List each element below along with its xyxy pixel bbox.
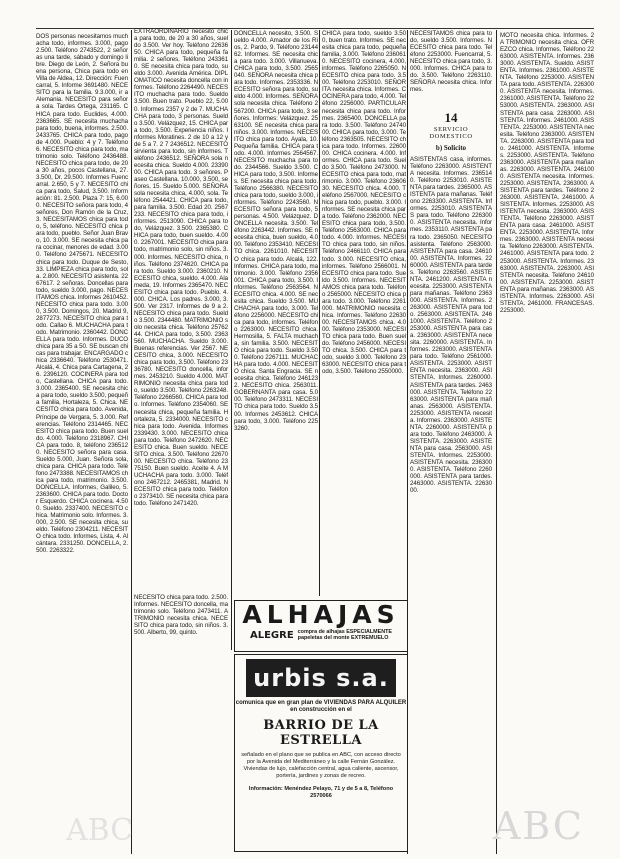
ad-brand: ALEGRE (249, 629, 294, 641)
classified-column-4: CHICA para todo, sueldo 3.500, buen trato. Informes. SE necesita chica para todo, pequeña familia, 3.000. Teléfono 2360610. NECESITO cocinera, 4.000, informes. Teléfono 2265050. NECESITO chica para todo. 3.500. Teléfono 2253010. SEÑORITA necesita chica. Informes. COCINERA para todo, 4.000. Teléfono 2256000. PARTICULAR necesita chica para todo. Informes. 2365400. DONCELLA para todo. 3.500. Teléfono 2474000. CHICA para todo, 3.000. Teléfono 2363505. NECESITO chica para todo. Informes. 2260000. CHICA cocinera. 4.000. Informes. CHICA para todo. Sueldo 3.500. Teléfono 2473000. NECESITO chica para todo, matrimonio. 3.000. Teléfono 2360630. NECESITO chica. 4.000. Teléfono 2567000. NECESITO chica para todo, pueblo. 3.000. Informes. SE necesita chica para todo. Teléfono 2362000. NECESITO chica para todo, 3.500. Teléfono 2563000. CHICA para todo. 4.000. Informes. NECESITO chica para todo, sin niños. Teléfono 2466110. CHICA para todo. 3.000. NECESITO chica, informes. Teléfono 2566001. NECESITO chica para todo. Sueldo 3.500. Informes. NECESITAMOS chica para todo. Teléfono 2565000. NECESITO chica para todo. 3.000. Teléfono 2261000. MATRIMONIO necesita chica. Informes. Teléfono 2263000. NECESITAMOS chica. 4.000. Teléfono 2353000. NECESITO chica para todo. Buen sueldo. Teléfono 2456000. NECESITO chica. 3.500. CHICA para todo, sueldo 3.000. Teléfono 2363000. NECESITO chica para todo, 3.500. Teléfono 2550000. (322, 30, 406, 376)
urbis-text: señalado en el plano que se publica en ABC, con acceso directo por la Avenida del Mediterráneo y la calle Fernán González. Viviendas de lujo, calefacción central, agua caliente, ascensor, portería, jardines y zonas de recreo. (241, 752, 401, 779)
urbis-advertisement (234, 654, 408, 852)
ad-line2: papeletas del monte EXTREMUELO (297, 635, 389, 641)
classified-column-3: DONCELLA necesito, 3.500. Sueldo 4.000. Amador de los Ríos, 2. Pardo, 9. Teléfono 2314462. Informes. SE necesita chica para todo. 3.000. Villanueva. CHICA para todo, 3.500. 2565040. SEÑORA necesita chica para todo. Informes. 2353336. NECESITO señora para todo, sueldo 4.000. Informes. SEÑORA sola necesita chica. Teléfono 2567200. CHICA para todo, 3 señores. Informes: Velázquez. 2563100. SE necesita chica para niños. 3.000. Informes. NECESITO chica para todo. Ayala, 10. Pequeña familia. CHICA para todo. 4.000. Informes 2564567. NECESITO muchacha para todo. 2344566. Sueldo 3.500. CHICA para todo, 3.500. Informes. SE necesita chica para todo. Teléfono 2566380. NECESITO chica para todo, sueldo 3.000, informes. Teléfono 2243560. NECESITO señora para todo, 5 personas. 4.500. Velázquez. DONCELLA necesita. 3.500. Teléfono 2263442. Informes. SE necesita chica, buen sueldo, 4.000. Teléfono 2353410. NECESITO chica. 2261010. NECESITO chica para todo. Alcalá, 122. Informes. CHICA para todo, matrimonio. 3.000. Teléfono 2356001. CHICA para todo, 3.500. Informes. Teléfono 2563564. NECESITO chica. 4.000. SE necesita chica. Sueldo 3.500. MUCHACHA para todo, 3.000. Teléfono 2256000. NECESITO chica para todo, informes. Teléfono 2263000. NECESITO chica. Hermosilla, 5. FALTA muchacha, sin familia. 3.500. NECESITO chica para todo. Sueldo 3.500. Teléfono 2267111. MUCHACHA para todo. 4.000. NECESITO chica. Santa Engracia. SE necesita chica. Teléfono 2461232. NECESITO chica. 2563011. GOBERNANTA para casa. 5.000. Teléfono 2473311. NECESITO chica para todo. Sueldo 3.500. Informes 2453612. CHICA para todo, 3.000. Teléfono 2253260. (234, 30, 318, 432)
urbis-footer: Información: Menéndez Pelayo, 71 y de 5 a 8, Teléfono 2570066 (248, 786, 394, 799)
watermark-right: ABC (492, 804, 584, 848)
urbis-line1: comunica que en gran plan de VIVIENDAS PARA ALQUILER (235, 700, 407, 706)
classified-column-5: ASISTENTAS casa, informes. Teléfono 2263000. ASISTENTA necesita. Informes. 2365140. Teléfono 2253010. ASISTENTA para tardes. 2365000. ASISTENTA para mañanas. Teléfono 2263300. ASISTENTA. Informes. 2253010. ASISTENTAS para todo. Teléfono 2263000. ASISTENTA necesita. Informes. 2353110. ASISTENTA para todo. 2365050. NECESITO asistenta. Teléfono 2563000. ASISTENTA para casa. 2461000. ASISTENTA. Informes. 2260000. ASISTENTA para tardes. Teléfono 2263560. ASISTENTA. 2461200. ASISTENTA necesita. 2253000. ASISTENTA para mañanas. Teléfono 2363000. ASISTENTA. Informes. 2263000. ASISTENTA para todo. 2563000. ASISTENTA. 2461000. ASISTENTA. Teléfono 2253000. ASISTENTA para casa. 2363000. ASISTENTA necesita. 2260000. ASISTENTA. Informes. 2263000. ASISTENTA para todo. Teléfono 2561000. ASISTENTA. 2253000. ASISTENTA necesita. 2363000. ASISTENTA. Informes. 2260000. ASISTENTA para tardes. 2463000. ASISTENTA. Teléfono 2263000. ASISTENTA para mañanas. 2563000. ASISTENTA. 2253000. ASISTENTA necesita. Informes. 2363000. ASISTENTA. 2260000. ASISTENTA para todo. Teléfono 2463000. ASISTENTA. 2263000. ASISTENTA para casa. 2563000. ASISTENTA. Informes. 2253000. ASISTENTA necesita. 2363000. ASISTENTA. Teléfono 2260000. ASISTENTA para tardes. 2463000. ASISTENTA. 2263000. (410, 156, 492, 495)
newspaper-page (6, 4, 614, 854)
classified-column-6: MOTO necesita chica. Informes. 2A TRIMONIO necesita chica. OFREZCO chica. Informes. Teléfono 2263000. ASISTENTA. Informes. 2363000. ASISTENTA. Sueldo. ASISTENTA. Informes. 2361000. ASISTENTA. Teléfono 2253000. ASISTENTA para todo. ASISTENTA. 2263000. ASISTENTA necesita. Informes. 2361000. ASISTENTA. Teléfono 2253000. ASISTENTA. 2363000. ASISTENTA para casa. 2263000. ASISTENTA. Informes. 2461000. ASISTENTA. 2253000. ASISTENTA necesita. Teléfono 2363000. ASISTENTA. 2263000. ASISTENTA para todo. 2461000. ASISTENTA. Informes. 2253000. ASISTENTA. Teléfono 2363000. ASISTENTA para mañanas. 2263000. ASISTENTA. 2461000. ASISTENTA necesita. Informes. 2253000. ASISTENTA. 2363000. ASISTENTA para tardes. Teléfono 2263000. ASISTENTA. 2461000. ASISTENTA. Informes. 2253000. ASISTENTA necesita. 2363000. ASISTENTA. Teléfono 2263000. ASISTENTA para casa. 2461000. ASISTENTA. 2253000. ASISTENTA. Informes. 2363000. ASISTENTA necesita. Teléfono 2263000. ASISTENTA. 2461000. ASISTENTA para todo. 2253000. ASISTENTA. Informes. 2363000. ASISTENTA. 2263000. ASISTENTA necesita. Teléfono 2461000. ASISTENTA. 2253000. ASISTENTA para mañanas. 2363000. ASISTENTA. Informes. 2263000. ASISTENTA. 2461000. FRANCESAS. 2253000. (500, 32, 594, 314)
column-divider (131, 30, 132, 854)
section-number: 14 (444, 110, 458, 125)
urbis-line2: en construcción en el (290, 707, 352, 713)
ad-headline: ALHAJAS (242, 600, 400, 629)
urbis-logo: urbis s.a. (246, 659, 396, 697)
column-divider (496, 30, 497, 854)
section-subtitle: b) Solicito (435, 144, 467, 152)
watermark-left: ABC (66, 813, 134, 848)
classified-column-2-bottom: NECESITO chica para todo. 2.500. Informes. NECESITO doncella, matrimonio solo. Teléfono 2473411. A TRIMONIO necesita chica. NECESITO chica para todo, sin niños. 3.500. Alberto, 99, quinto. (134, 594, 228, 637)
column-divider (231, 30, 232, 650)
urbis-barrio: BARRIO DE LA ESTRELLA (263, 718, 379, 748)
classified-column-2: EXTRAORDINARIO necesito chica para todo, de 20 a 30 años, sueldo 3.500. Ver hoy. Teléfono 2263650. CHICA para todo, pequeña familia. 2 señores. Teléfono 2433610. SE necesita chica para todo, sueldo 3.000. Avenida América. DIPLOMATICO necesita doncella con informes. Teléfono 2264490. NECESITO muchacha para todo. Sueldo 3.500. Buen trato. Pueblo 22, 5.000. Informes 2357 y 2 de 7. MUCHACHA para todo, 3 personas. Sueldo 3.500. Velázquez, 15. CHICA para todo, 3.500. Experiencia niños. Informes Moratines. 2 de 10 a 12 y de 5 a 7. 2 7 2436512. NECESITO sirvienta para todo, sin informes. Teléfono 2436512. SEÑORA sola necesita chica. Sueldo 4.000. 2339000. CHICA para todo. 3 señores. Paseo Castellana. 10.000, 3.500, señores, 15. Sueldo 5.000. SEÑORA sola necesita chica, 4.000, sola. Teléfono 2544421. CHICA para todo, para familia. 3.500. Edad 20. 2567233. NECESITO chica para todo, informes. 2513090. CHICA para todo, Velázquez. 3.500. 2365380. CHICA para todo, buen sueldo. 4.000. 2267001. NECESITO chica para todo, matrimonio solo, sin niños. 3.000. Informes. NECESITO chica, niños. Teléfono 2374620. CHICA para todo. Sueldo 3.000. 2360210. NECESITO chica, sueldo. 4.000. Alameda, 19. Informes 2365470. NECESITO chica para todo. Pueblo. 4.000. CHICA. Los padres. 3.000, 3.500. Ver 2317. Informes de 9 a 2. NECESITO chica para todo. Sueldo 3.500. 2344480. MATRIMONIO solo necesita chica. Teléfono 2576244. CHICA para todo, 3.500. 2363560. MUCHACHA. Sueldo 3.000. Buenas referencias. Ver 2567. NECESITO chica, 3.000. NECESITO chica para todo, 3.500. Teléfono 2336780. NECESITO doncella, informes. 2453210. Sueldo 4.000. MATRIMONIO necesita chica para todo, sueldo 3.500. Teléfono 2263248. Teléfono 2266560. CHICA para todo. Informes. Teléfono 2354060. SE necesita chica, pequeña familia. Hortaleza, 5. 2334000. NECESITO chica para todo. Avenida. Informes 2339430. 3.000. NECESITO chica para todo. Teléfono 2472620. NECESITO chica. Buen sueldo. NECESITO chica. 3.500. Teléfono 2267000. NECESITO chica. Teléfono 2375150. Buen sueldo. Aceite 4. A MUCHACHA para todo. 3.000. Teléfono 2467212. 2465381, Madrid. NECESITO chica para todo. Teléfono 2373410. SE necesita chica para todo. Teléfono 2471420. (134, 28, 228, 508)
column-divider (319, 30, 320, 596)
classified-column-1: DOS personas necesitamos muchacha todo, informes. 3.000, pago 2.500. Teléfono 2743522, 2 señoras una tarde, sábado y domingo libre. Diego de León, 2. Señora buena persona, Chica para todo en Villa de Aldea, 12. Dirección: Fuencarral, 5. Informe 3691480. NECESITO para la familia. 9.3.000, ir a Alemania. NECESITO para señora sola. Tardes Ortega, 231165. CHICA para todo. Euclides, 4.000. 2363665. SE necesita muchacha para todo, buena, informes. 2.500. 2433765. CHICA para todo, pago de 4.000. Pueblo: 4 y 7. Teléfono 6. NECESITO chica para todo, matrimonio solo. Teléfono 2436488. NECESITO chica para todo, de 20 a 30 años, pocos Castellana, 27. 3.500, Dr. 29.500. Informes Fuencarral. 2.650, 5 y 7. NECESITO chica para todo, Salud, 3.500. Información: 81. 2.500. Plaza 7: 15, 6.000. NECESITO señora para todo, 4 señores, Don Ramón de la Cruz, 3. NECESITAMOS chica para todo, 5, teléfono. NECESITO chica para todo, pueblo. Señor Juan Bravo, 10. 3.000. SE necesita chica para cocinar, menores de edad. 3.000. Teléfono 2475671. NECESITO chica para todo. Duque de Sesto, 33. LIMPIEZA chica para todo, sola. 2.800. NECESITO asistenta. 2267617. 2 señoras. Doncellas para todo, sueldo 3.000, pago. NECESITAMOS chica. Informes 2610452. NECESITO chica para todo. 3.000, 3.500. Domingos, 20. Madrid 9, 2877273. NECESITO chica para todo. Callao 6. MUCHACHA para todo. Matrimonio. 2360442. DONCELLA para todo. Informes. DUCO chica para 35 a 50. SE buscan chicas para trabajar. ENCARGADO chica 2336640. Teléfono 2530471. Alcalá, 4. Chica para Cartagena, 26. 2396120. COCINERA para todo, Castellana. CHICA para todo. 3.000. 2365400. SE necesita chica para todo, sueldo 3.500, pequeña familia, Hortaleza, 5. Chica. NECESITO chica para todo. Avenida, Príncipe de Vergara, 5. 3.000. Referencias. Teléfono 2314465. NECESITO chica para todo. Buen sueldo. 4.000. Teléfono 2318967. CHICA para todo. 8, teléfono 2365120. NECESITO señora para casa. Sueldo 5.000, Juan. Señora sola, chica para. CHICA para todo. Teléfono 2473388. NECESITAMOS chica para todo, matrimonio. 3.500. DONCELLA. Informes, Galileo, 5. 2363600. CHICA para todo. Doctor Esquerdo. CHICA cocinera. 4.500. Sueldo. 2337400. NECESITO chica. Matrimonio solo. Informes. 3.000, 2.500. SE necesita chica, sueldo. Teléfono 2304211. NECESITO chica todo. Informes, Lista, 4. Alcántara. 2331250. DONCELLA, 2.500. 2263322. (36, 33, 128, 555)
ad-line1: compra de alhajas ESPECIALMENTE (297, 629, 393, 635)
header-rule (36, 28, 594, 29)
classified-column-5-top: NECESITAMOS chica para todo, sueldo 3.500. Informes. NECESITO chica para todo. Teléfono 2253000. Fuencarral, 5. NECESITO chica para todo, 3.000. Informes. CHICA para todo. 3.500. Teléfono 2263110. SEÑORA necesita chica. Informes. (410, 30, 492, 94)
section-title-line2: DOMESTICO (429, 133, 473, 140)
alhajas-advertisement (234, 600, 408, 652)
section-title-line1: SERVICIO (433, 126, 469, 133)
